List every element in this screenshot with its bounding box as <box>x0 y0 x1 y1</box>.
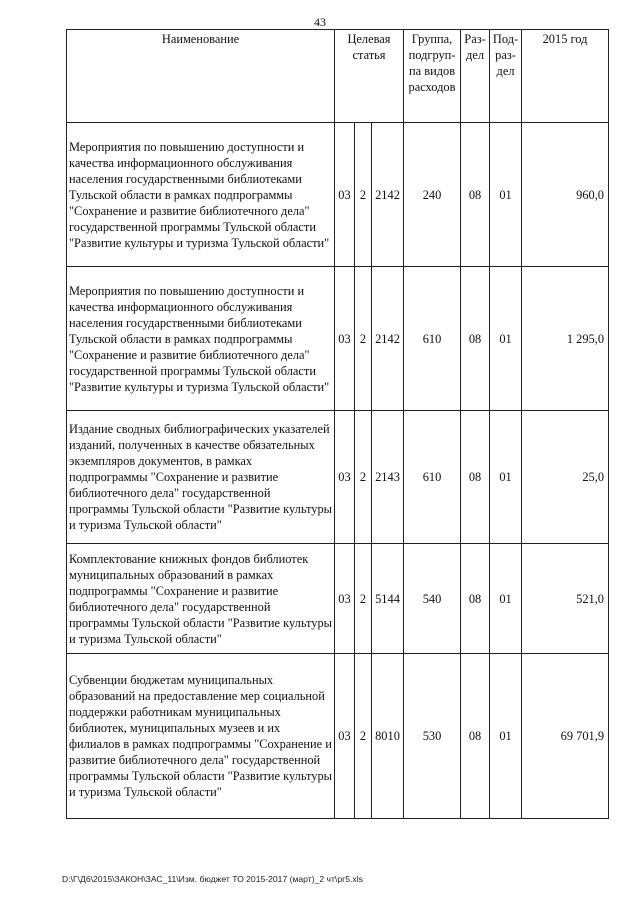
row-code-subprogram: 2 <box>355 267 372 411</box>
row-code-direction: 2142 <box>372 267 404 411</box>
row-code-subprogram: 2 <box>355 544 372 654</box>
header-row <box>67 30 609 123</box>
row-name: Издание сводных библиографических указателей изданий, полученных в качестве обязательных экземпляров документов, в рамках подпрограммы "Сохранение и развитие библиотечного дела" государственной программы Тульской области "Развитие культуры и туризма Тульской области" <box>67 411 335 544</box>
row-group: 610 <box>404 411 461 544</box>
row-group: 530 <box>404 654 461 819</box>
header-subsection: Под-раз-дел <box>490 30 522 123</box>
row-code-subprogram: 2 <box>355 123 372 267</box>
row-name: Субвенции бюджетам муниципальных образований на предоставление мер социальной поддержки работникам муниципальных библиотек, муниципальных музеев и их филиалов в рамках подпрограммы "Сохранение и развитие библиотечного дела" государственной программы Тульской области "Развитие культуры и туризма Тульской области" <box>67 654 335 819</box>
page-number: 43 <box>314 15 326 29</box>
row-subsection: 01 <box>490 654 522 819</box>
row-section: 08 <box>461 654 490 819</box>
row-name: Комплектование книжных фондов библиотек муниципальных образований в рамках подпрограммы "Сохранение и развитие библиотечного дела" государственной программы Тульской области "Развитие культуры и туризма Тульской области" <box>67 544 335 654</box>
row-subsection: 01 <box>490 544 522 654</box>
row-code-direction: 5144 <box>372 544 404 654</box>
row-subsection: 01 <box>490 411 522 544</box>
table-row <box>67 544 609 654</box>
row-name: Мероприятия по повышению доступности и качества информационного обслуживания населения государственными библиотеками Тульской области в рамках подпрограммы "Сохранение и развитие библиотечного дела" государственной программы Тульской области "Развитие культуры и туризма Тульской области" <box>67 123 335 267</box>
row-group: 610 <box>404 267 461 411</box>
row-code-direction: 2143 <box>372 411 404 544</box>
row-code-program: 03 <box>335 411 355 544</box>
row-section: 08 <box>461 123 490 267</box>
row-code-program: 03 <box>335 123 355 267</box>
row-subsection: 01 <box>490 267 522 411</box>
row-amount: 960,0 <box>522 123 609 267</box>
row-code-subprogram: 2 <box>355 411 372 544</box>
row-section: 08 <box>461 411 490 544</box>
header-section: Раз-дел <box>461 30 490 123</box>
table-row <box>67 654 609 819</box>
row-code-subprogram: 2 <box>355 654 372 819</box>
row-amount: 1 295,0 <box>522 267 609 411</box>
file-path-footer: D:\Г\Д6\2015\ЗАКОН\ЗАС_11\Изм. бюджет ТО 2015-2017 (март)_2 чт\рг5.xls <box>62 874 363 884</box>
row-amount: 25,0 <box>522 411 609 544</box>
row-group: 240 <box>404 123 461 267</box>
table-row <box>67 123 609 267</box>
row-amount: 521,0 <box>522 544 609 654</box>
header-group: Группа, подгруп-па видов расходов <box>404 30 461 123</box>
row-code-program: 03 <box>335 544 355 654</box>
table-row <box>67 411 609 544</box>
header-target-article: Целевая статья <box>335 30 404 123</box>
row-section: 08 <box>461 544 490 654</box>
budget-table <box>66 29 609 819</box>
row-subsection: 01 <box>490 123 522 267</box>
row-amount: 69 701,9 <box>522 654 609 819</box>
row-code-direction: 8010 <box>372 654 404 819</box>
row-code-program: 03 <box>335 654 355 819</box>
row-group: 540 <box>404 544 461 654</box>
header-name: Наименование <box>67 30 335 123</box>
table-row <box>67 267 609 411</box>
row-code-direction: 2142 <box>372 123 404 267</box>
header-year: 2015 год <box>522 30 609 123</box>
row-code-program: 03 <box>335 267 355 411</box>
row-name: Мероприятия по повышению доступности и качества информационного обслуживания населения государственными библиотеками Тульской области в рамках подпрограммы "Сохранение и развитие библиотечного дела" государственной программы Тульской области "Развитие культуры и туризма Тульской области" <box>67 267 335 411</box>
row-section: 08 <box>461 267 490 411</box>
